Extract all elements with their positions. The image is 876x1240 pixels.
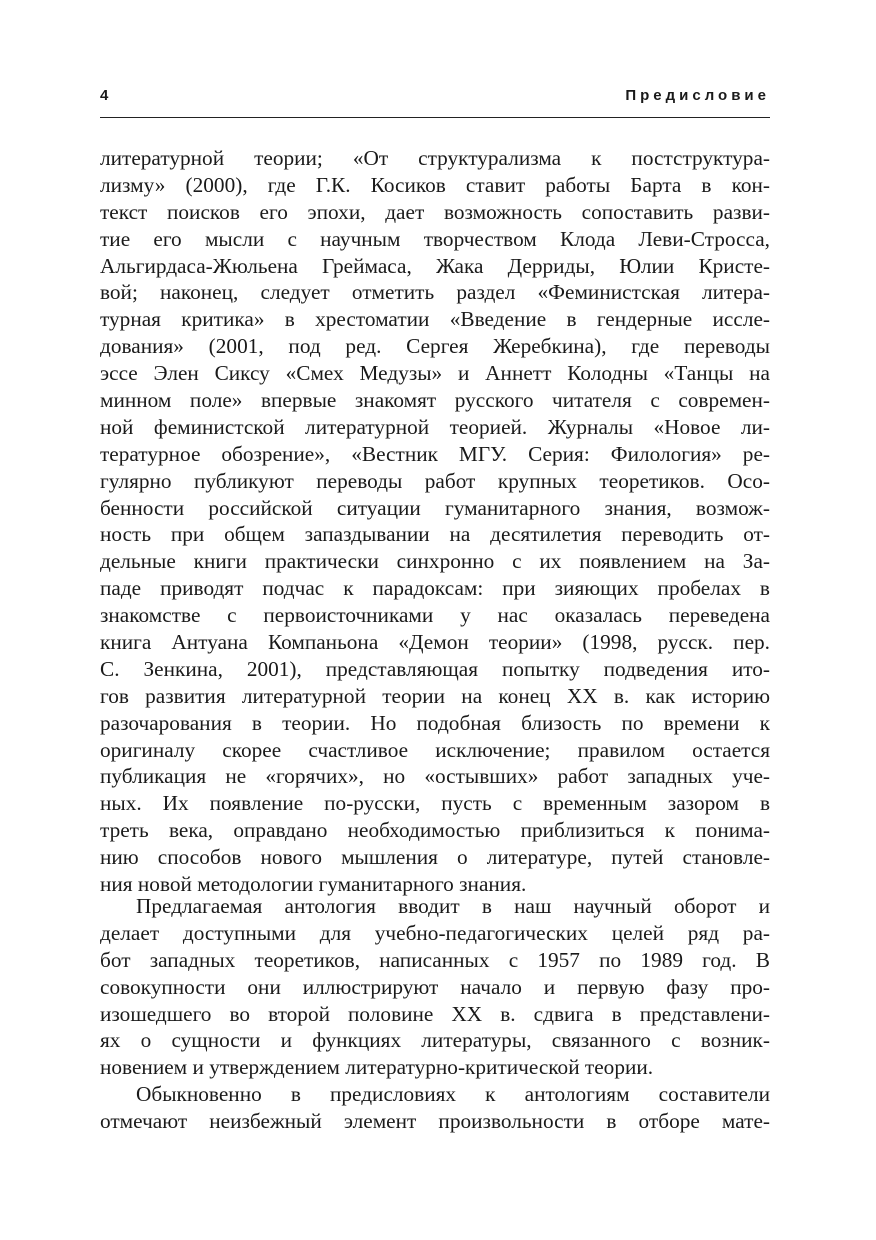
- text-line: ния новой методологии гуманитарного знания.: [100, 872, 527, 897]
- text-line: нию способов нового мышления о литературе, путей становле-: [100, 845, 770, 870]
- text-line: треть века, оправдано необходимостью приблизиться к понима-: [100, 818, 770, 843]
- text-line: Альгирдаса-Жюльена Греймаса, Жака Дерриды, Юлии Кристе-: [100, 253, 770, 278]
- text-line: Обыкновенно в предисловиях к антологиям составители: [136, 1082, 770, 1107]
- text-line: лизму» (2000), где Г.К. Косиков ставит работы Барта в кон-: [100, 172, 770, 197]
- text-line: ной феминистской литературной теорией. Журналы «Новое ли-: [100, 414, 770, 439]
- text-line: бенности российской ситуации гуманитарного знания, возмож-: [100, 495, 770, 520]
- body-text: [100, 145, 770, 898]
- paragraph-prefaces: [100, 1081, 770, 1135]
- text-line: делает доступными для учебно-педагогических целей ряд ра-: [100, 920, 770, 945]
- page-number: 4: [100, 87, 109, 104]
- text-line: ность при общем запаздывании на десятилетия переводить от-: [100, 522, 770, 547]
- text-line: дования» (2001, под ред. Сергея Жеребкина), где переводы: [100, 334, 770, 359]
- text-line: оригиналу скорее счастливое исключение; правилом остается: [100, 737, 770, 762]
- text-line: совокупности они иллюстрируют начало и первую фазу про-: [100, 974, 770, 999]
- text-line: ных. Их появление по-русски, пусть с временным зазором в: [100, 791, 770, 816]
- running-title: Предисловие: [625, 87, 770, 104]
- text-line: ях о сущности и функциях литературы, связанного с возник-: [100, 1028, 770, 1053]
- text-line: турная критика» в хрестоматии «Введение в гендерные иссле-: [100, 307, 770, 332]
- text-line: эссе Элен Сиксу «Смех Медузы» и Аннетт Колодны «Танцы на: [100, 361, 770, 386]
- text-line: тие его мысли с научным творчеством Клода Леви-Стросса,: [100, 226, 770, 251]
- text-line: Предлагаемая антология вводит в наш научный оборот и: [136, 894, 770, 918]
- text-line: текст поисков его эпохи, дает возможность сопоставить разви-: [100, 199, 770, 224]
- text-line: дельные книги практически синхронно с их появлением на За-: [100, 549, 770, 574]
- body-text-continued: [100, 893, 770, 1135]
- text-line: знакомстве с первоисточниками у нас оказалась переведена: [100, 603, 770, 628]
- text-line: разочарования в теории. Но подобная близость по времени к: [100, 710, 770, 735]
- paragraph-continuation: [100, 145, 770, 898]
- text-line: паде приводят подчас к парадоксам: при зияющих пробелах в: [100, 576, 770, 601]
- text-line: публикация не «горячих», но «остывших» работ западных уче-: [100, 764, 770, 789]
- text-line: тературное обозрение», «Вестник МГУ. Серия: Филология» ре-: [100, 441, 770, 466]
- text-line: бот западных теоретиков, написанных с 1957 по 1989 год. В: [100, 947, 770, 972]
- text-line: гулярно публикуют переводы работ крупных теоретиков. Осо-: [100, 468, 770, 493]
- text-line: литературной теории; «От структурализма к постструктура-: [100, 146, 770, 170]
- header-rule: [100, 117, 770, 118]
- text-line: изошедшего во второй половине XX в. сдвига в представлени-: [100, 1001, 770, 1026]
- text-line: книга Антуана Компаньона «Демон теории» (1998, русск. пер.: [100, 630, 770, 655]
- text-line: гов развития литературной теории на конец XX в. как историю: [100, 683, 770, 708]
- text-line: отмечают неизбежный элемент произвольности в отборе мате-: [100, 1109, 770, 1134]
- text-line: вой; наконец, следует отметить раздел «Феминистская литера-: [100, 280, 770, 305]
- text-line: новением и утверждением литературно-критической теории.: [100, 1055, 654, 1080]
- text-line: С. Зенкина, 2001), представляющая попытку подведения ито-: [100, 656, 770, 681]
- text-line: минном поле» впервые знакомят русского читателя с современ-: [100, 388, 770, 413]
- paragraph-anthology: [100, 893, 770, 1081]
- running-head: [100, 84, 770, 110]
